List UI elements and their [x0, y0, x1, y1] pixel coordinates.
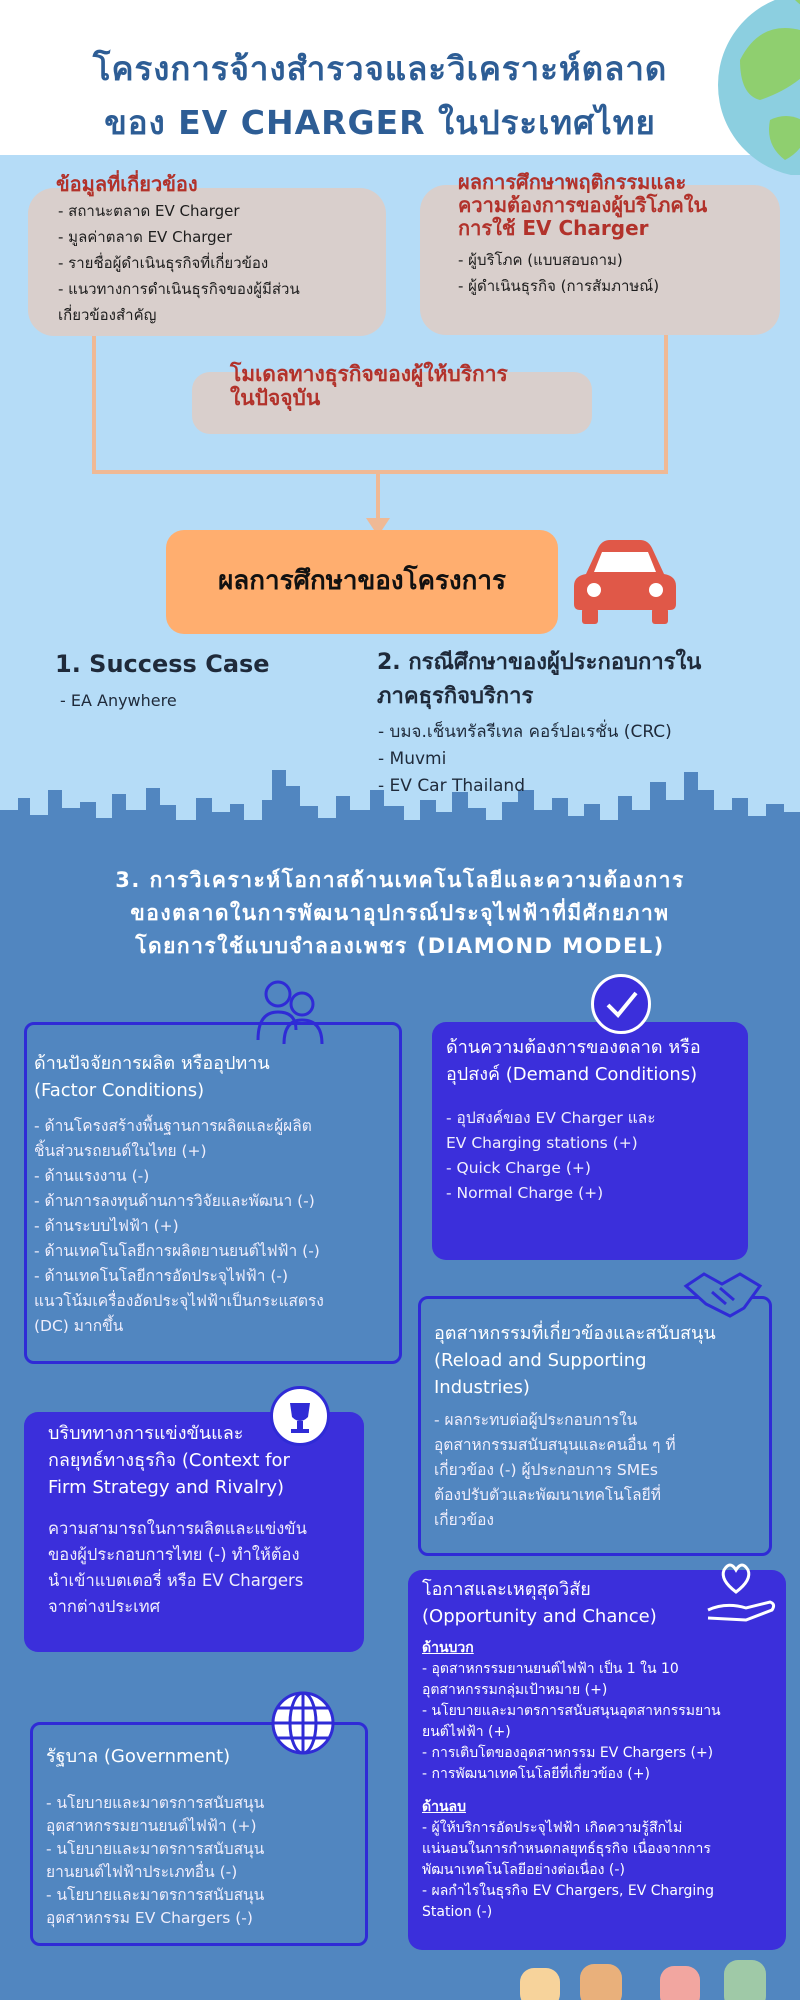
- list-item: - ผลกระทบต่อผู้ประกอบการใน: [434, 1411, 638, 1429]
- business-model-heading: โมเดลทางธุรกิจของผู้ให้บริการ ในปัจจุบัน: [230, 362, 508, 410]
- government-list: [46, 1792, 356, 1930]
- list-item: - นโยบายและมาตรการสนับสนุนอุตสาหกรรมยาน: [422, 1703, 721, 1719]
- list-item: - ผู้บริโภค (แบบสอบถาม): [458, 251, 623, 269]
- factor-list: [34, 1114, 390, 1339]
- list-item: - Normal Charge (+): [446, 1184, 604, 1202]
- list-item: ของผู้ประกอบการไทย (-) ทำให้ต้อง: [48, 1545, 300, 1564]
- list-item: ยานยนต์ไฟฟ้าประเภทอื่น (-): [46, 1863, 238, 1881]
- list-item: แนวโน้มเครื่องอัดประจุไฟฟ้าเป็นกระแสตรง: [34, 1292, 324, 1310]
- list-item: EV Charging stations (+): [446, 1134, 638, 1152]
- list-item: ยนต์ไฟฟ้า (+): [422, 1724, 511, 1740]
- handshake-icon: [682, 1264, 764, 1324]
- list-item: - อุตสาหกรรมยานยนต์ไฟฟ้า เป็น 1 ใน 10: [422, 1661, 679, 1677]
- list-item: - นโยบายและมาตรการสนับสนุน: [46, 1840, 265, 1858]
- list-item: เกี่ยวข้องสำคัญ: [58, 306, 157, 324]
- title-line-1: โครงการจ้างสำรวจและวิเคราะห์ตลาด: [92, 49, 668, 88]
- list-item: - การเติบโตของอุตสาหกรรม EV Chargers (+): [422, 1745, 714, 1761]
- list-item: - Muvmi: [378, 749, 447, 769]
- service-case-heading: 2. กรณีศึกษาของผู้ประกอบการใน ภาคธุรกิจบริการ: [377, 650, 702, 709]
- list-item: อุตสาหกรรมสนับสนุนและคนอื่น ๆ ที่: [434, 1436, 676, 1454]
- negative-label: ด้านลบ: [422, 1799, 466, 1815]
- positive-label: ด้านบวก: [422, 1640, 474, 1656]
- list-item: ชิ้นส่วนรถยนต์ในไทย (+): [34, 1142, 207, 1160]
- list-item: พัฒนาเทคโนโลยีอย่างต่อเนื่อง (-): [422, 1862, 625, 1878]
- result-banner-title: ผลการศึกษาของโครงการ: [218, 566, 506, 596]
- list-item: - EV Car Thailand: [378, 776, 525, 796]
- strategy-list: [48, 1516, 358, 1620]
- success-case-list: [60, 688, 340, 714]
- decorative-hands-illustration: [510, 1950, 800, 2000]
- demand-title: ด้านความต้องการของตลาด หรือ อุปสงค์ (Demand Conditions): [446, 1037, 701, 1085]
- list-item: - บมจ.เช็นทรัลรีเทล คอร์ปอเรชั่น (CRC): [378, 722, 672, 742]
- related-industries-title: อุตสาหกรรมที่เกี่ยวข้องและสนับสนุน (Reload and Supporting Industries): [434, 1323, 716, 1398]
- list-item: - ด้านเทคโนโลยีการผลิตยานยนต์ไฟฟ้า (-): [34, 1242, 320, 1260]
- related-info-list: [58, 198, 378, 328]
- factor-title: ด้านปัจจัยการผลิต หรืออุปทาน (Factor Conditions): [34, 1053, 270, 1101]
- list-item: (DC) มากขึ้น: [34, 1317, 124, 1335]
- list-item: จากต่างประเทศ: [48, 1597, 161, 1616]
- list-item: แน่นอนในการกำหนดกลยุทธ์ธุรกิจ เนื่องจากการ: [422, 1841, 711, 1857]
- title-line-2: ของ EV CHARGER ในประเทศไทย: [104, 103, 656, 142]
- list-item: - สถานะตลาด EV Charger: [58, 202, 240, 220]
- strategy-title: บริบททางการแข่งขันและ กลยุทธ์ทางธุรกิจ (Context for Firm Strategy and Rivalry): [48, 1423, 290, 1498]
- consumer-study-heading: ผลการศึกษาพฤติกรรมและ ความต้องการของผู้บริโภคใน การใช้ EV Charger: [458, 170, 708, 240]
- related-industries-list: [434, 1408, 760, 1533]
- list-item: - ผู้ดำเนินธุรกิจ (การสัมภาษณ์): [458, 277, 660, 295]
- list-item: - มูลค่าตลาด EV Charger: [58, 228, 233, 246]
- list-item: ความสามารถในการผลิตและแข่งขัน: [48, 1519, 307, 1538]
- list-item: - อุปสงค์ของ EV Charger และ: [446, 1109, 656, 1127]
- list-item: - ผู้ให้บริการอัดประจุไฟฟ้า เกิดความรู้สึกไม่: [422, 1820, 683, 1836]
- list-item: อุตสาหกรรม EV Chargers (-): [46, 1909, 253, 1927]
- list-item: - ด้านแรงงาน (-): [34, 1167, 150, 1185]
- service-case-list: [378, 719, 778, 800]
- chance-content: [422, 1638, 782, 1923]
- list-item: เกี่ยวข้อง (-) ผู้ประกอบการ SMEs: [434, 1461, 659, 1479]
- consumer-study-list: [458, 247, 768, 299]
- chance-title: โอกาสและเหตุสุดวิสัย (Opportunity and Chance): [422, 1579, 657, 1627]
- list-item: - Quick Charge (+): [446, 1159, 591, 1177]
- list-item: - ผลกำไรในธุรกิจ EV Chargers, EV Charging: [422, 1883, 714, 1899]
- page-title: [20, 42, 740, 150]
- car-icon: [572, 538, 678, 628]
- list-item: นำเข้าแบตเตอรี่ หรือ EV Chargers: [48, 1571, 304, 1590]
- demand-list: [446, 1106, 742, 1206]
- list-item: - รายชื่อผู้ดำเนินธุรกิจที่เกี่ยวข้อง: [58, 254, 269, 272]
- analysis-title: 3. การวิเคราะห์โอกาสด้านเทคโนโลยีและความต้องการ ของตลาดในการพัฒนาอุปกรณ์ประจุไฟฟ้าที่มีศักยภาพ โดยการใช้แบบจำลองเพชร (DIAMOND MODEL): [115, 868, 685, 958]
- government-title: รัฐบาล (Government): [46, 1746, 231, 1767]
- list-item: อุตสาหกรรมยานยนต์ไฟฟ้า (+): [46, 1817, 257, 1835]
- list-item: - ด้านโครงสร้างพื้นฐานการผลิตและผู้ผลิต: [34, 1117, 312, 1135]
- list-item: - ด้านระบบไฟฟ้า (+): [34, 1217, 179, 1235]
- list-item: Station (-): [422, 1904, 493, 1920]
- list-item: - ด้านการลงทุนด้านการวิจัยและพัฒนา (-): [34, 1192, 315, 1210]
- list-item: เกี่ยวข้อง: [434, 1511, 494, 1529]
- success-case-heading: 1. Success Case: [55, 650, 270, 678]
- people-icon: [250, 970, 330, 1050]
- list-item: - ด้านเทคโนโลยีการอัดประจุไฟฟ้า (-): [34, 1267, 289, 1285]
- list-item: - นโยบายและมาตรการสนับสนุน: [46, 1794, 265, 1812]
- list-item: อุตสาหกรรมกลุ่มเป้าหมาย (+): [422, 1682, 608, 1698]
- list-item: - EA Anywhere: [60, 691, 177, 710]
- list-item: ต้องปรับตัวและพัฒนาเทคโนโลยีที่: [434, 1486, 661, 1504]
- list-item: - นโยบายและมาตรการสนับสนุน: [46, 1886, 265, 1904]
- list-item: - แนวทางการดำเนินธุรกิจของผู้มีส่วน: [58, 280, 300, 298]
- check-icon: [591, 974, 651, 1034]
- list-item: - การพัฒนาเทคโนโลยีที่เกี่ยวข้อง (+): [422, 1766, 650, 1782]
- related-info-heading: ข้อมูลที่เกี่ยวข้อง: [56, 172, 198, 196]
